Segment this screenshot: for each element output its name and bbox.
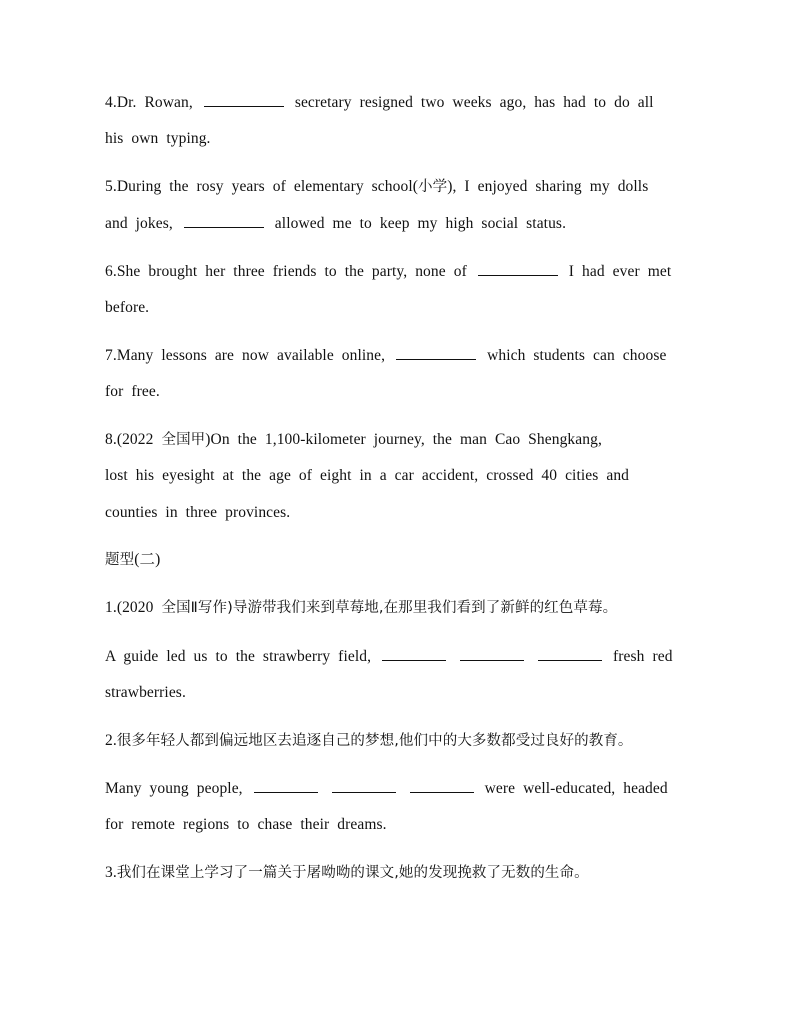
question-4-line-1: 4.Dr. Rowan, secretary resigned two weeks ago, has had to do all <box>105 94 654 111</box>
answer-blank[interactable] <box>460 647 524 661</box>
question-7-line-1: 7.Many lessons are now available online, which students can choose <box>105 347 667 364</box>
question-8-line-2: lost his eyesight at the age of eight in a car accident, crossed 40 cities and <box>105 467 630 484</box>
question-5-line-1: 5.During the rosy years of elementary school(小学), I enjoyed sharing my dolls <box>105 178 649 195</box>
answer-blank[interactable] <box>254 779 318 793</box>
answer-blank[interactable] <box>410 779 474 793</box>
answer-blank[interactable] <box>204 93 284 107</box>
answer-blank[interactable] <box>382 647 446 661</box>
translation-1-prompt: 1.(2020 全国Ⅱ写作)导游带我们来到草莓地,在那里我们看到了新鲜的红色草莓。 <box>105 599 618 616</box>
question-6-line-1: 6.She brought her three friends to the party, none of I had ever met <box>105 263 672 280</box>
translation-1-line-1: A guide led us to the strawberry field, fresh red <box>105 648 673 665</box>
question-8-line-3: counties in three provinces. <box>105 504 291 521</box>
question-5-line-2: and jokes, allowed me to keep my high social status. <box>105 215 567 232</box>
answer-blank[interactable] <box>538 647 602 661</box>
question-6-line-2: before. <box>105 299 150 316</box>
question-7-line-2: for free. <box>105 383 160 400</box>
translation-2-line-1: Many young people, were well-educated, headed <box>105 780 668 797</box>
question-8-line-1: 8.(2022 全国甲)On the 1,100-kilometer journey, the man Cao Shengkang, <box>105 431 602 448</box>
translation-3-prompt: 3.我们在课堂上学习了一篇关于屠呦呦的课文,她的发现挽救了无数的生命。 <box>105 864 589 881</box>
question-4-line-2: his own typing. <box>105 130 211 147</box>
answer-blank[interactable] <box>396 346 476 360</box>
answer-blank[interactable] <box>332 779 396 793</box>
answer-blank[interactable] <box>478 262 558 276</box>
answer-blank[interactable] <box>184 214 264 228</box>
translation-1-line-2: strawberries. <box>105 684 186 701</box>
translation-2-line-2: for remote regions to chase their dreams. <box>105 816 387 833</box>
translation-2-prompt: 2.很多年轻人都到偏远地区去追逐自己的梦想,他们中的大多数都受过良好的教育。 <box>105 732 633 749</box>
section-title: 题型(二) <box>105 551 161 568</box>
